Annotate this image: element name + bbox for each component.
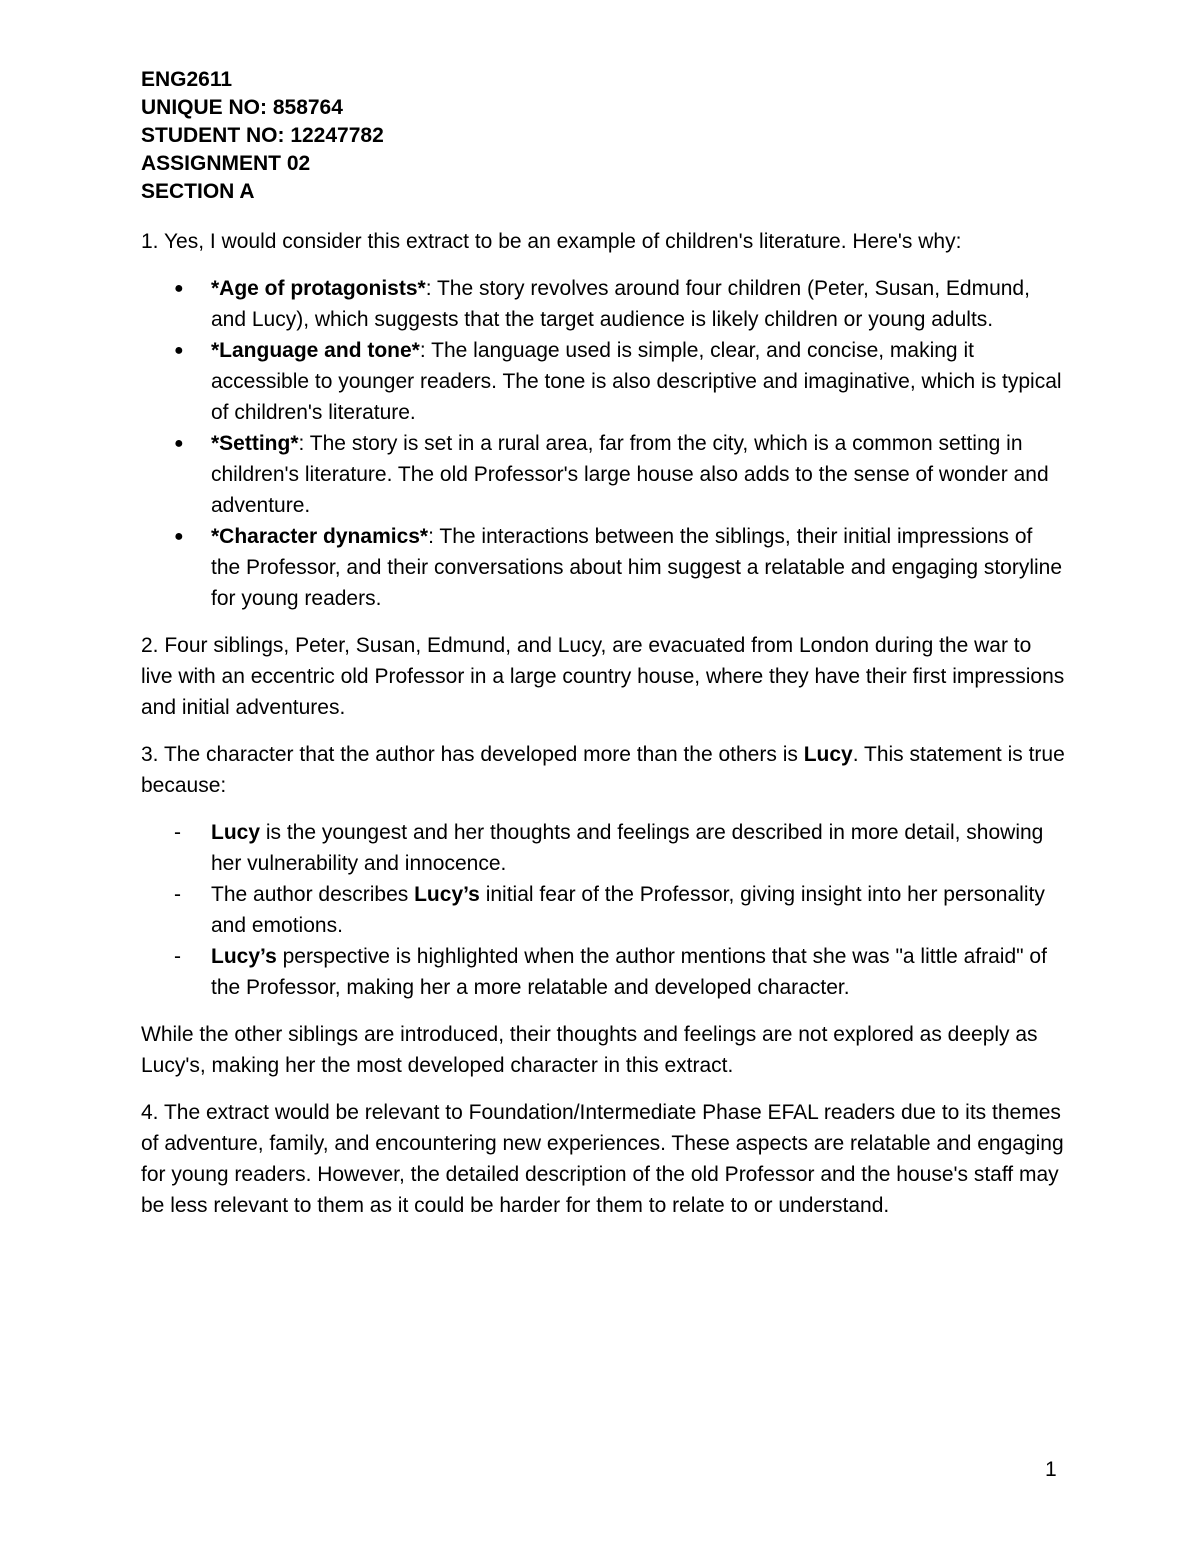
bullet-text: : The story is set in a rural area, far from the city, which is a common setting in children's literature. The old Professor's large house also adds to the sense of wonder and adventure.	[211, 432, 1049, 517]
list-item	[174, 817, 1066, 879]
item-text-start: The author describes	[211, 883, 415, 906]
bullet-heading: *Character dynamics*	[211, 525, 429, 548]
bullet-icon: ●	[174, 528, 184, 545]
bullet-heading: *Age of protagonists*	[211, 277, 426, 300]
assignment-title: ASSIGNMENT 02	[141, 152, 311, 175]
course-code: ENG2611	[141, 68, 233, 91]
question-3-intro-start: 3. The character that the author has developed more than the others is	[141, 743, 804, 766]
item-text-end: perspective is highlighted when the author mentions that she was "a little afraid" of the Professor, making her a more relatable and developed character.	[211, 945, 1047, 999]
list-item	[174, 521, 1066, 614]
question-3-intro-end: . This statement is true because:	[141, 743, 1065, 797]
question-4-answer: 4. The extract would be relevant to Foundation/Intermediate Phase EFAL readers due to its themes of adventure, family, and encountering new experiences. These aspects are relatable and engaging for young readers. However, the detailed description of the old Professor and the house's staff may be less relevant to them as it could be harder for them to relate to or understand.	[141, 1101, 1064, 1217]
item-bold: Lucy’s	[211, 945, 277, 968]
document-page	[141, 66, 1066, 1221]
dash-icon: -	[174, 883, 181, 906]
bullet-icon: ●	[174, 280, 184, 297]
question-1-bullet-list	[141, 273, 1066, 614]
list-item	[174, 879, 1066, 941]
item-bold: Lucy	[211, 821, 261, 844]
list-item	[174, 941, 1066, 1003]
dash-icon: -	[174, 821, 181, 844]
bullet-text: : The interactions between the siblings, their initial impressions of the Professor, and their conversations about him suggest a relatable and engaging storyline for young readers.	[211, 525, 1063, 610]
dash-icon: -	[174, 945, 181, 968]
list-item	[174, 273, 1066, 335]
bullet-text: : The story revolves around four children (Peter, Susan, Edmund, and Lucy), which suggests that the target audience is likely children or young adults.	[211, 277, 1030, 331]
item-text-end: is the youngest and her thoughts and feelings are described in more detail, showing her vulnerability and innocence.	[211, 821, 1044, 875]
bullet-icon: ●	[174, 342, 184, 359]
document-header	[141, 66, 1066, 206]
list-item	[174, 335, 1066, 428]
question-1-intro: 1. Yes, I would consider this extract to be an example of children's literature. Here's why:	[141, 230, 962, 253]
bullet-icon: ●	[174, 435, 184, 452]
question-3-conclusion: While the other siblings are introduced, their thoughts and feelings are not explored as deeply as Lucy's, making her the most developed character in this extract.	[141, 1023, 1038, 1077]
question-3-intro	[141, 739, 1066, 801]
student-number: STUDENT NO: 12247782	[141, 124, 384, 147]
section-title: SECTION A	[141, 180, 255, 203]
item-bold: Lucy’s	[414, 883, 480, 906]
bullet-heading: *Language and tone*	[211, 339, 420, 362]
question-3-character-name: Lucy	[803, 743, 853, 766]
item-text-end: initial fear of the Professor, giving insight into her personality and emotions.	[211, 883, 1045, 937]
page-number: 1	[1045, 1458, 1057, 1481]
bullet-text: : The language used is simple, clear, and concise, making it accessible to younger readers. The tone is also descriptive and imaginative, which is typical of children's literature.	[211, 339, 1062, 424]
bullet-heading: *Setting*	[211, 432, 299, 455]
unique-number: UNIQUE NO: 858764	[141, 96, 343, 119]
question-3-dash-list	[141, 817, 1066, 1003]
question-2-answer: 2. Four siblings, Peter, Susan, Edmund, and Lucy, are evacuated from London during the war to live with an eccentric old Professor in a large country house, where they have their first impressions and initial adventures.	[141, 634, 1065, 719]
list-item	[174, 428, 1066, 521]
